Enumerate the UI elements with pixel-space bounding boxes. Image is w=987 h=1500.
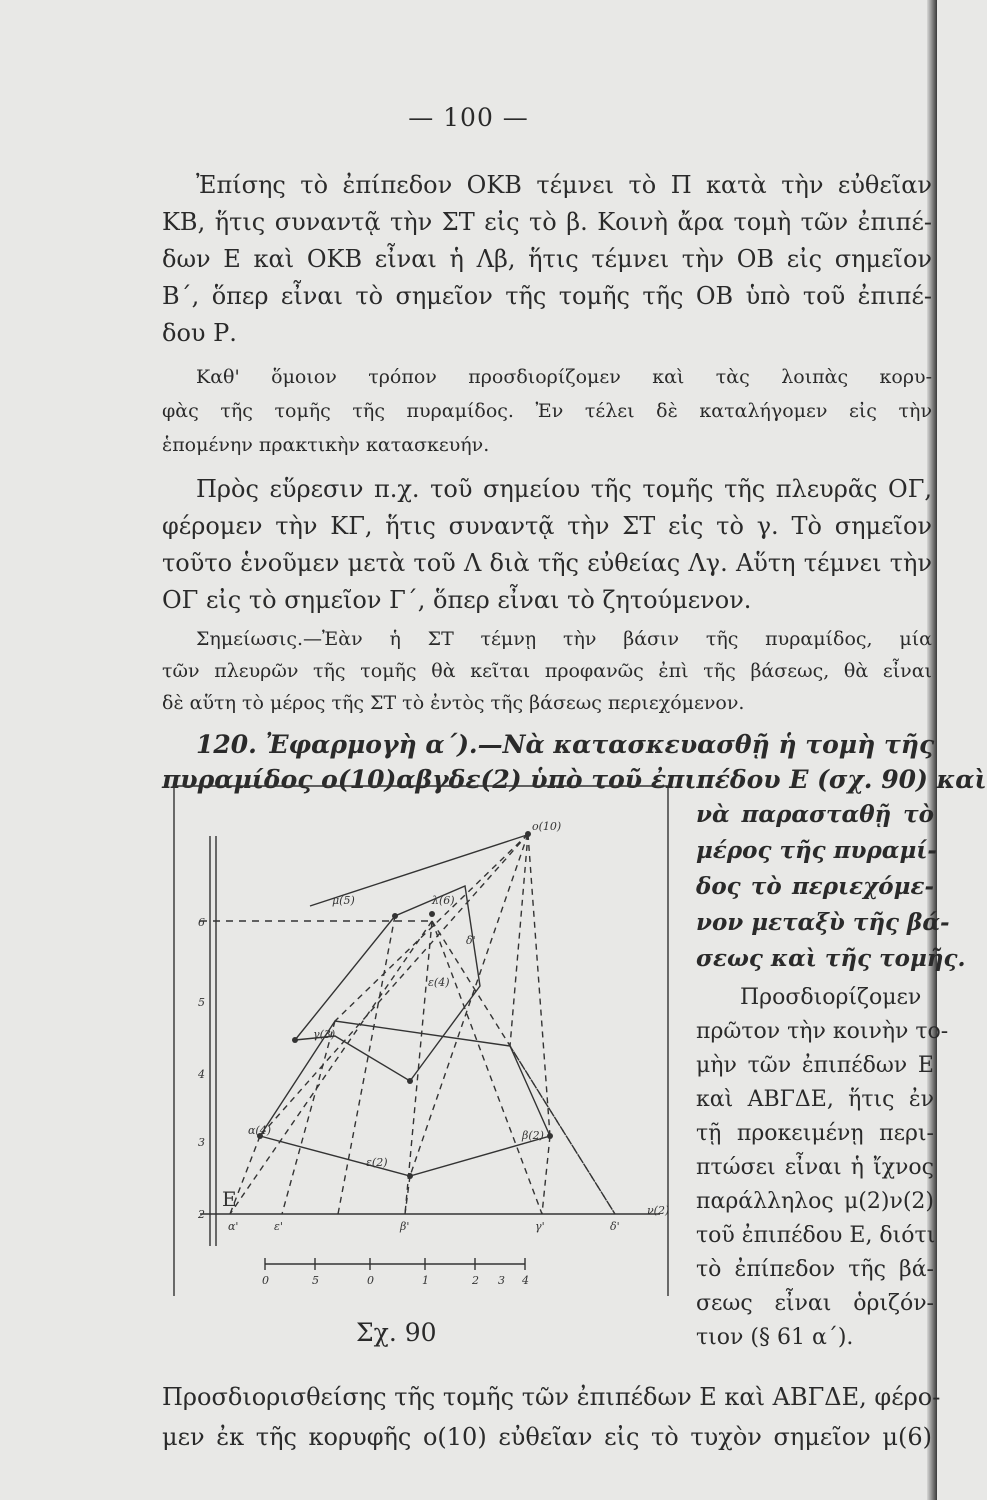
- axis-4: 4: [198, 1068, 205, 1081]
- label-e-prime: ε': [274, 1220, 283, 1233]
- para1-line-3: δων Ε καὶ ΟΚΒ εἶναι ἡ Λβ, ἥτις τέμνει τὴν ΟΒ εἰς σημεῖον: [162, 245, 932, 273]
- note-line-1: Σημείωσις.—Ἐὰν ἡ ΣΤ τέμνῃ τὴν βάσιν τῆς πυραμίδος, μία: [196, 628, 932, 650]
- para1-line-5: δου Ρ.: [162, 319, 237, 347]
- right-line-10: σεως εἶναι ὁριζόν-: [696, 1291, 934, 1316]
- label-lambda: λ(6): [432, 894, 455, 907]
- label-delta-p: δ': [466, 934, 476, 947]
- right-line-2: πρῶτον τὴν κοινὴν το-: [696, 1019, 949, 1044]
- label-beta: β(2): [522, 1129, 544, 1142]
- figure-caption: Σχ. 90: [356, 1318, 437, 1347]
- right-line-6: πτώσει εἶναι ἡ ἴχνος: [696, 1155, 934, 1180]
- figure-90: [170, 786, 672, 1296]
- right-line-8: τοῦ ἐπιπέδου Ε, διότι: [696, 1223, 936, 1248]
- section-heading-line-2: πυραμίδος ο(10)αβγδε(2) ὑπὸ τοῦ ἐπιπέδου Ε (σχ. 90) καὶ: [162, 765, 987, 794]
- right-line-7: παράλληλος μ(2)ν(2): [696, 1189, 934, 1214]
- scale-5: 5: [312, 1274, 319, 1287]
- axis-5: 5: [198, 996, 205, 1009]
- label-a-prime: α': [228, 1220, 239, 1233]
- para2-line-1: Καθ' ὅμοιον τρόπον προσδιορίζομεν καὶ τὰς λοιπὰς κορυ-: [196, 366, 932, 388]
- para1-line-2: ΚΒ, ἥτις συναντᾷ τὴν ΣΤ εἰς τὸ β. Κοινὴ ἄρα τομὴ τῶν ἐπιπέ-: [162, 208, 932, 236]
- label-eps-p: ε(4): [428, 976, 450, 989]
- axis-3: 3: [198, 1136, 205, 1149]
- para2-line-2: φὰς τῆς τομῆς τῆς πυραμίδος. Ἐν τέλει δὲ καταλήγομεν εἰς τὴν: [162, 400, 932, 422]
- label-nu: ν(2): [647, 1204, 670, 1217]
- para1-line-1: Ἐπίσης τὸ ἐπίπεδον ΟΚΒ τέμνει τὸ Π κατὰ τὴν εὐθεῖαν: [196, 171, 932, 199]
- note-line-2: τῶν πλευρῶν τῆς τομῆς θὰ κεῖται προφανῶς ἐπὶ τῆς βάσεως, θὰ εἶναι: [162, 660, 932, 682]
- label-o: ο(10): [532, 820, 562, 833]
- label-mu: μ(5): [332, 894, 355, 907]
- para1-line-4: Β΄, ὅπερ εἶναι τὸ σημεῖον τῆς τομῆς τῆς ΟΒ ὑπὸ τοῦ ἐπιπέ-: [162, 282, 932, 310]
- axis-6: 6: [198, 916, 205, 929]
- bottom-line-2: μεν ἐκ τῆς κορυφῆς ο(10) εὐθεῖαν εἰς τὸ τυχὸν σημεῖον μ(6): [162, 1423, 932, 1451]
- para3-line-4: ΟΓ εἰς τὸ σημεῖον Γ΄, ὅπερ εἶναι τὸ ζητούμενον.: [162, 586, 752, 614]
- label-b-prime: β': [400, 1220, 410, 1233]
- label-gamma-p: γ(3): [313, 1028, 336, 1041]
- right-bold-line-1: νὰ παρασταθῇ τὸ: [696, 801, 934, 828]
- right-line-3: μὴν τῶν ἐπιπέδων Ε: [696, 1053, 934, 1078]
- scale-4: 4: [522, 1274, 529, 1287]
- scale-0: 0: [262, 1274, 269, 1287]
- para3-line-2: φέρομεν τὴν ΚΓ, ἥτις συναντᾷ τὴν ΣΤ εἰς τὸ γ. Τὸ σημεῖον: [162, 512, 932, 540]
- label-e2: ε(2): [366, 1156, 388, 1169]
- label-g-prime: γ': [535, 1220, 545, 1233]
- note-line-3: δὲ αὕτη τὸ μέρος τῆς ΣΤ τὸ ἐντὸς τῆς βάσεως περιεχόμενον.: [162, 692, 745, 714]
- para3-line-3: τοῦτο ἑνοῦμεν μετὰ τοῦ Λ διὰ τῆς εὐθείας Λγ. Αὕτη τέμνει τὴν: [162, 549, 932, 577]
- right-line-4: καὶ ΑΒΓΔΕ, ἥτις ἐν: [696, 1087, 934, 1112]
- section-heading-line-1: 120. Ἐφαρμογὴ α΄).—Νὰ κατασκευασθῇ ἡ τομὴ τῆς: [196, 730, 935, 759]
- right-line-1: Προσδιορίζομεν: [740, 985, 922, 1010]
- figure-90-drawing: [170, 786, 672, 1296]
- para2-line-3: ἑπομένην πρακτικὴν κατασκευήν.: [162, 434, 490, 456]
- label-E: Ε: [222, 1187, 237, 1211]
- right-bold-line-2: μέρος τῆς πυραμί-: [696, 837, 937, 864]
- right-line-11: τιον (§ 61 α΄).: [696, 1325, 854, 1350]
- scale-0b: 0: [367, 1274, 374, 1287]
- page-number: — 100 —: [408, 103, 529, 132]
- para3-line-1: Πρὸς εὕρεσιν π.χ. τοῦ σημείου τῆς τομῆς τῆς πλευρᾶς ΟΓ,: [196, 475, 932, 503]
- label-alpha: α(4): [248, 1124, 272, 1137]
- bottom-line-1: Προσδιορισθείσης τῆς τομῆς τῶν ἐπιπέδων Ε καὶ ΑΒΓΔΕ, φέρο-: [162, 1383, 941, 1411]
- scale-2: 2: [472, 1274, 479, 1287]
- axis-2: 2: [198, 1208, 205, 1221]
- right-bold-line-5: σεως καὶ τῆς τομῆς.: [696, 945, 966, 972]
- right-bold-line-4: νον μεταξὺ τῆς βά-: [696, 909, 950, 936]
- right-line-9: τὸ ἐπίπεδον τῆς βά-: [696, 1257, 934, 1282]
- scale-3: 3: [498, 1274, 505, 1287]
- right-bold-line-3: δος τὸ περιεχόμε-: [696, 873, 934, 900]
- right-line-5: τῇ προκειμένῃ περι-: [696, 1121, 934, 1146]
- label-d-prime: δ': [610, 1220, 620, 1233]
- scale-1: 1: [422, 1274, 429, 1287]
